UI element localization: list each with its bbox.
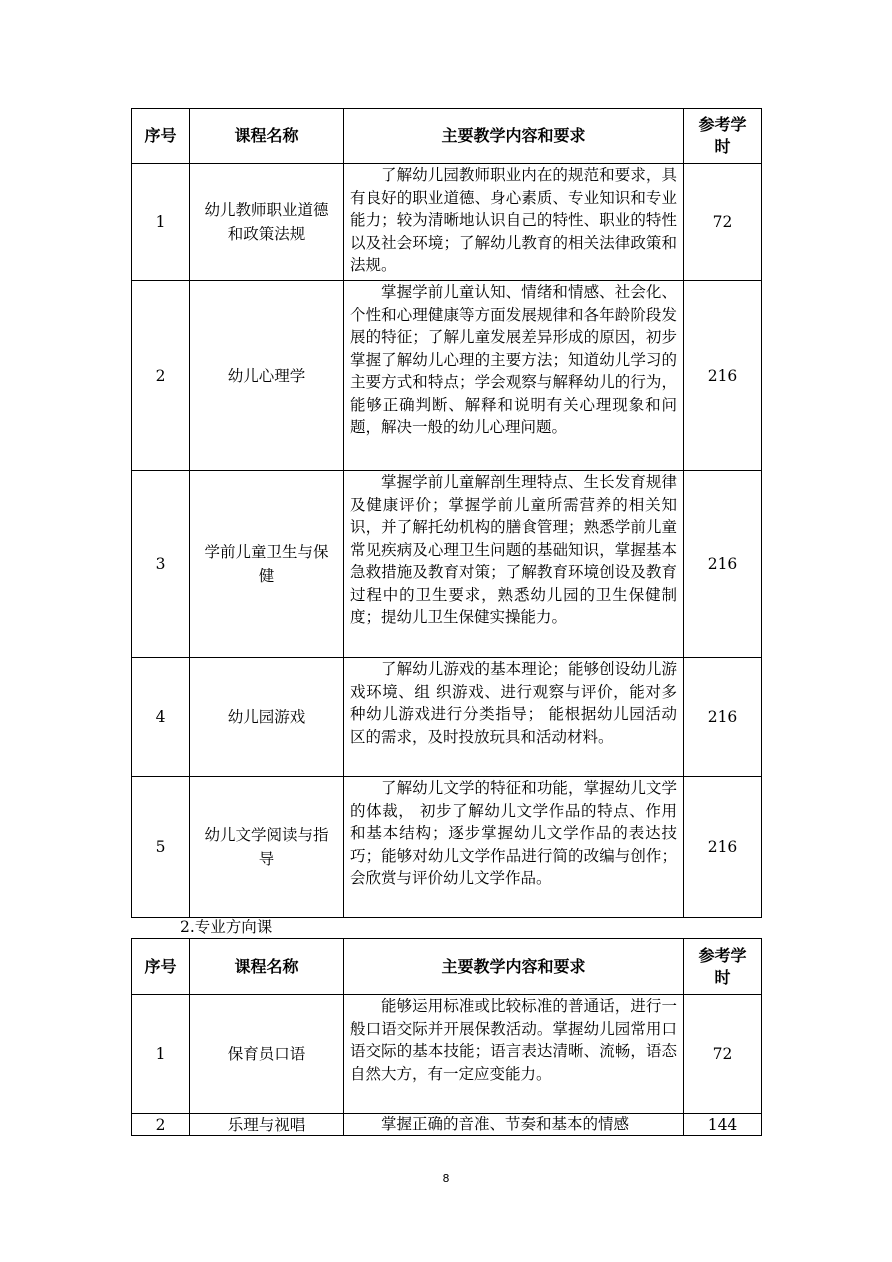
header-name: 课程名称 — [190, 939, 344, 995]
header-num: 序号 — [132, 109, 190, 164]
table-row — [132, 995, 762, 1114]
course-name: 幼儿教师职业道德和政策法规 — [190, 164, 344, 281]
course-hours: 216 — [684, 658, 762, 777]
course-name: 幼儿园游戏 — [190, 658, 344, 777]
course-hours: 216 — [684, 471, 762, 658]
row-num: 4 — [132, 658, 190, 777]
course-content: 掌握正确的音准、节奏和基本的情感 — [344, 1114, 684, 1136]
section-heading: 2.专业方向课 — [180, 918, 273, 936]
row-num: 5 — [132, 777, 190, 918]
course-content: 了解幼儿游戏的基本理论；能够创设幼儿游戏环境、组 织游戏、进行观察与评价，能对多种幼儿游戏进行分类指导； 能根据幼儿园活动区的需求，及时投放玩具和活动材料。 — [344, 658, 684, 777]
table-row — [132, 658, 762, 777]
table-row — [132, 281, 762, 471]
course-hours: 216 — [684, 281, 762, 471]
course-content: 了解幼儿园教师职业内在的规范和要求，具有良好的职业道德、身心素质、专业知识和专业能力；较为清晰地认识自己的特性、职业的特性以及社会环境；了解幼儿教育的相关法律政策和法规。 — [344, 164, 684, 281]
row-num: 1 — [132, 164, 190, 281]
row-num: 2 — [132, 281, 190, 471]
row-num: 3 — [132, 471, 190, 658]
course-name: 乐理与视唱 — [190, 1114, 344, 1136]
course-hours: 144 — [684, 1114, 762, 1136]
course-content: 掌握学前儿童解剖生理特点、生长发育规律及健康评价；掌握学前儿童所需营养的相关知识，并了解托幼机构的膳食管理；熟悉学前儿童常见疾病及心理卫生问题的基础知识，掌握基本急救措施及教育对策；了解教育环境创设及教育过程中的卫生要求，熟悉幼儿园的卫生保健制度；提幼儿卫生保健实操能力。 — [344, 471, 684, 658]
table-row — [132, 164, 762, 281]
row-num: 2 — [132, 1114, 190, 1136]
course-hours: 72 — [684, 995, 762, 1114]
table-row — [132, 777, 762, 918]
curriculum-table-2 — [131, 938, 762, 1136]
table-header-row — [132, 939, 762, 995]
header-hours: 参考学时 — [684, 939, 762, 995]
header-num: 序号 — [132, 939, 190, 995]
table-row — [132, 1114, 762, 1136]
course-name: 学前儿童卫生与保健 — [190, 471, 344, 658]
curriculum-table-1 — [131, 108, 762, 918]
course-content: 能够运用标准或比较标准的普通话，进行一般口语交际并开展保教活动。掌握幼儿园常用口语交际的基本技能；语言表达清晰、流畅，语态自然大方，有一定应变能力。 — [344, 995, 684, 1114]
course-content: 了解幼儿文学的特征和功能，掌握幼儿文学的体裁， 初步了解幼儿文学作品的特点、作用和基本结构；逐步掌握幼儿文学作品的表达技巧；能够对幼儿文学作品进行简的改编与创作；会欣赏与评价幼儿文学作品。 — [344, 777, 684, 918]
row-num: 1 — [132, 995, 190, 1114]
course-name: 幼儿心理学 — [190, 281, 344, 471]
header-hours: 参考学时 — [684, 109, 762, 164]
header-content: 主要教学内容和要求 — [344, 939, 684, 995]
course-name: 保育员口语 — [190, 995, 344, 1114]
page-number: 8 — [442, 1172, 450, 1185]
course-hours: 216 — [684, 777, 762, 918]
header-name: 课程名称 — [190, 109, 344, 164]
table-row — [132, 471, 762, 658]
course-name: 幼儿文学阅读与指导 — [190, 777, 344, 918]
header-content: 主要教学内容和要求 — [344, 109, 684, 164]
course-content: 掌握学前儿童认知、情绪和情感、社会化、个性和心理健康等方面发展规律和各年龄阶段发展的特征；了解儿童发展差异形成的原因，初步掌握了解幼儿心理的主要方法；知道幼儿学习的主要方式和特点；学会观察与解释幼儿的行为，能够正确判断、解释和说明有关心理现象和问题，解决一般的幼儿心理问题。 — [344, 281, 684, 471]
table-header-row — [132, 109, 762, 164]
course-hours: 72 — [684, 164, 762, 281]
